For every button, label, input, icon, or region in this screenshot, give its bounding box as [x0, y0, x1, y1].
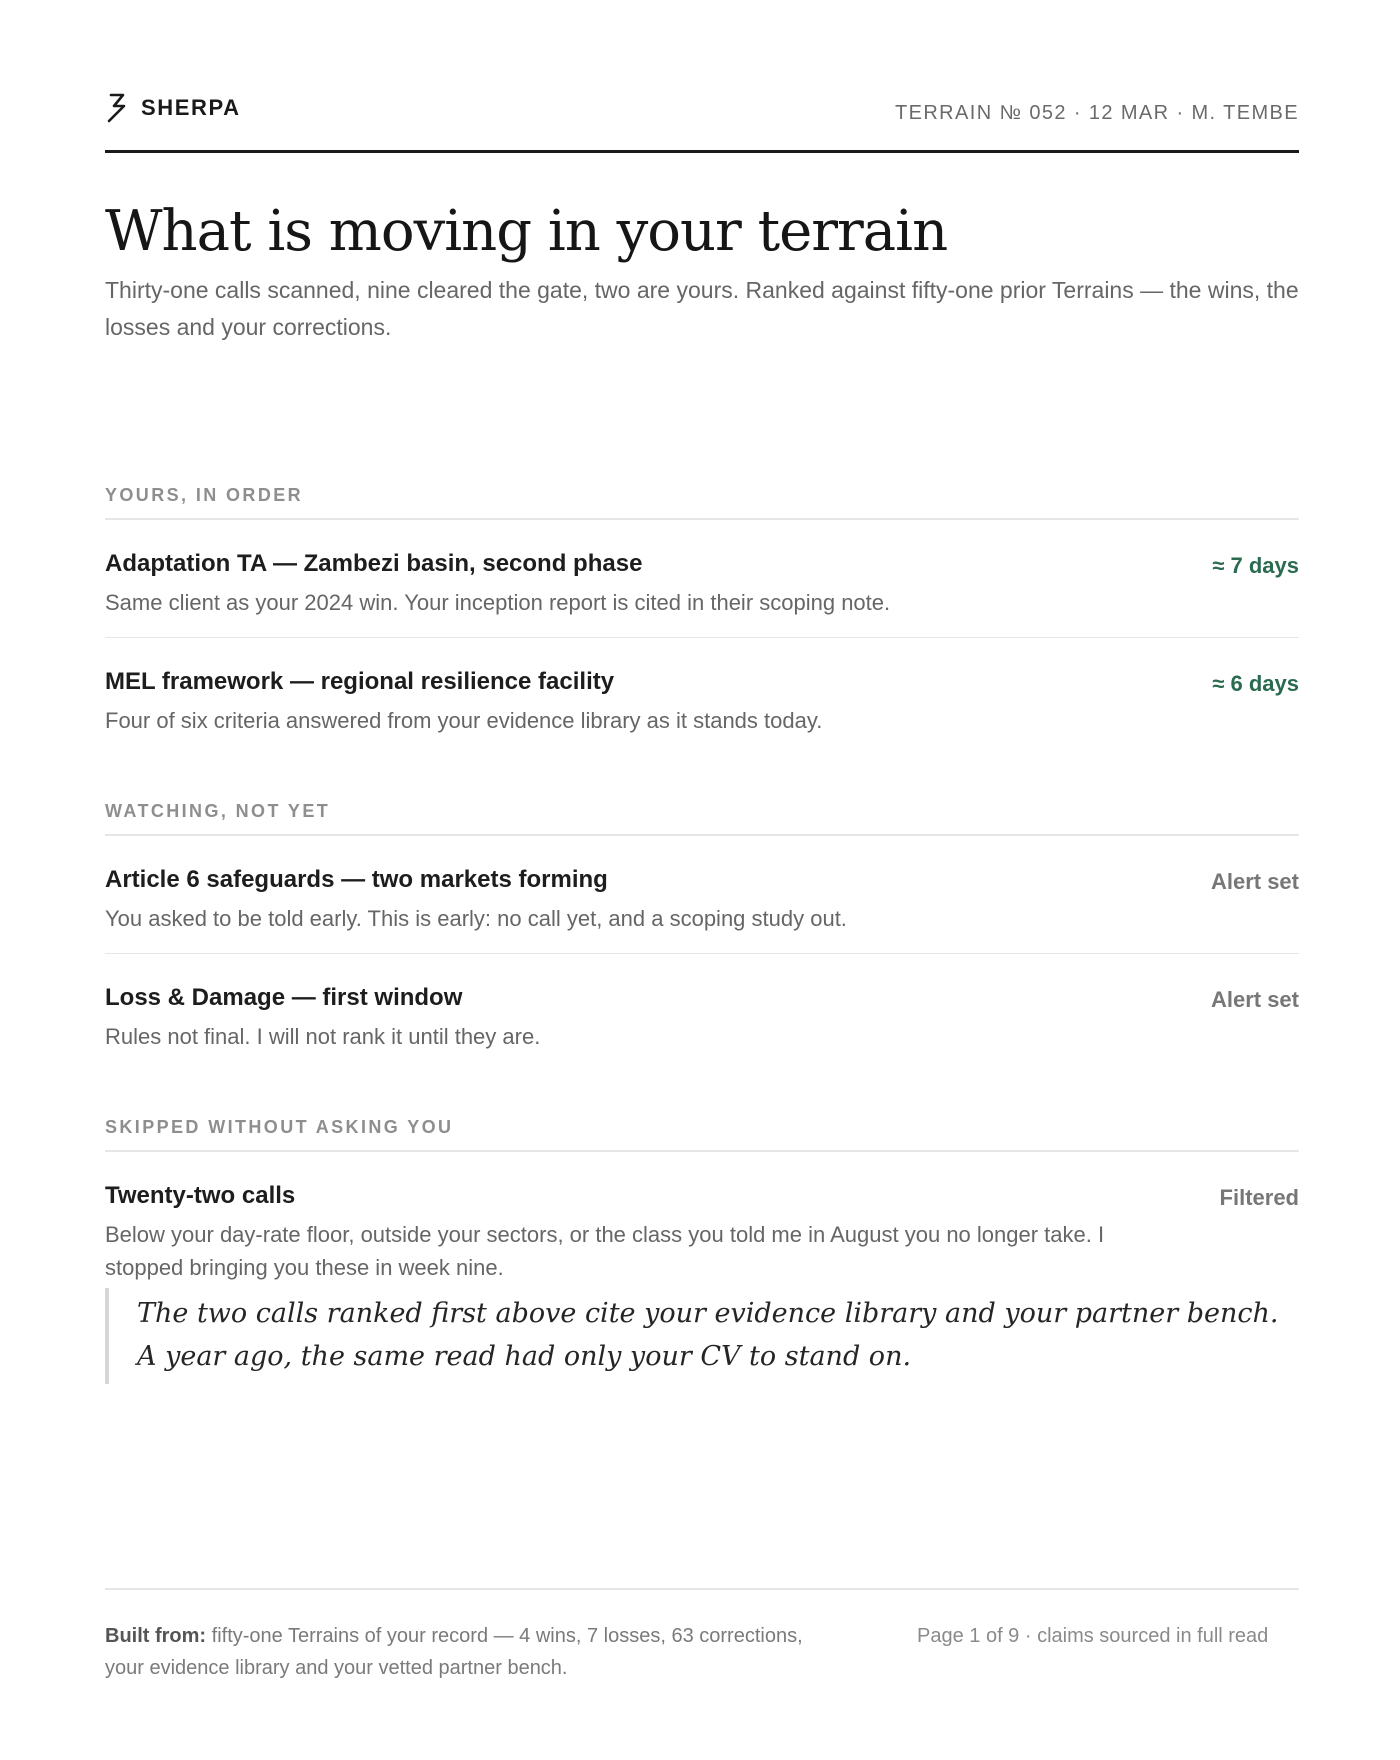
- item-title: Article 6 safeguards — two markets forming: [105, 866, 608, 893]
- brand-name: SHERPA: [141, 95, 241, 120]
- item-description: Rules not final. I will not rank it until they are.: [105, 1024, 541, 1049]
- item-description: You asked to be told early. This is early: no call yet, and a scoping study out.: [105, 906, 847, 931]
- footer: [105, 1588, 1299, 1679]
- item-title: Twenty-two calls: [105, 1182, 296, 1209]
- list-item[interactable]: [105, 520, 1299, 637]
- duration-badge: ≈ 7 days: [1212, 553, 1299, 578]
- item-description: Four of six criteria answered from your evidence library as it stands today.: [105, 708, 823, 733]
- filter-status: Filtered: [1219, 1185, 1299, 1210]
- summary-quote: The two calls ranked first above cite your evidence library and your partner bench. A year ago, the same read had only your CV to stand on.: [105, 1288, 1299, 1384]
- terrain-meta: TERRAIN № 052 · 12 MAR · M. TEMBE: [894, 102, 1299, 124]
- built-from-text: fifty-one Terrains of your record — 4 wins, 7 losses, 63 corrections, your evidence library and your vetted partner bench.: [105, 1625, 803, 1679]
- item-description: Same client as your 2024 win. Your inception report is cited in their scoping note.: [105, 590, 891, 615]
- page: [105, 0, 1299, 1760]
- duration-badge: ≈ 6 days: [1212, 671, 1299, 696]
- section-skipped: [105, 1112, 1299, 1302]
- section-label: YOURS, IN ORDER: [105, 480, 1299, 520]
- item-description: Below your day-rate floor, outside your sectors, or the class you told me in August you no longer take. I stopped bringing you these in week nine.: [105, 1222, 1105, 1280]
- built-from-label: Built from:: [105, 1625, 207, 1647]
- section-label: SKIPPED WITHOUT ASKING YOU: [105, 1112, 1299, 1152]
- list-item[interactable]: [105, 836, 1299, 953]
- brand[interactable]: [105, 92, 241, 124]
- section-label: WATCHING, NOT YET: [105, 796, 1299, 836]
- item-title: MEL framework — regional resilience facility: [105, 668, 615, 695]
- page-info: Page 1 of 9 · claims sourced in full read: [917, 1625, 1269, 1647]
- page-title: What is moving in your terrain: [105, 199, 948, 264]
- sherpa-mark-icon: [105, 92, 131, 124]
- page-subtitle: Thirty-one calls scanned, nine cleared the gate, two are yours. Ranked against fifty-one prior Terrains — the wins, the losses and your corrections.: [105, 277, 1299, 340]
- list-item[interactable]: [105, 1152, 1299, 1302]
- section-yours-in-order: [105, 480, 1299, 755]
- alert-status: Alert set: [1210, 987, 1299, 1012]
- header: [105, 82, 1299, 153]
- list-item[interactable]: [105, 637, 1299, 755]
- footer-sources: [105, 1620, 805, 1684]
- section-watching-not-yet: [105, 796, 1299, 1071]
- item-title: Loss & Damage — first window: [105, 984, 463, 1011]
- item-title: Adaptation TA — Zambezi basin, second phase: [105, 550, 643, 577]
- list-item[interactable]: [105, 953, 1299, 1071]
- alert-status: Alert set: [1210, 869, 1299, 894]
